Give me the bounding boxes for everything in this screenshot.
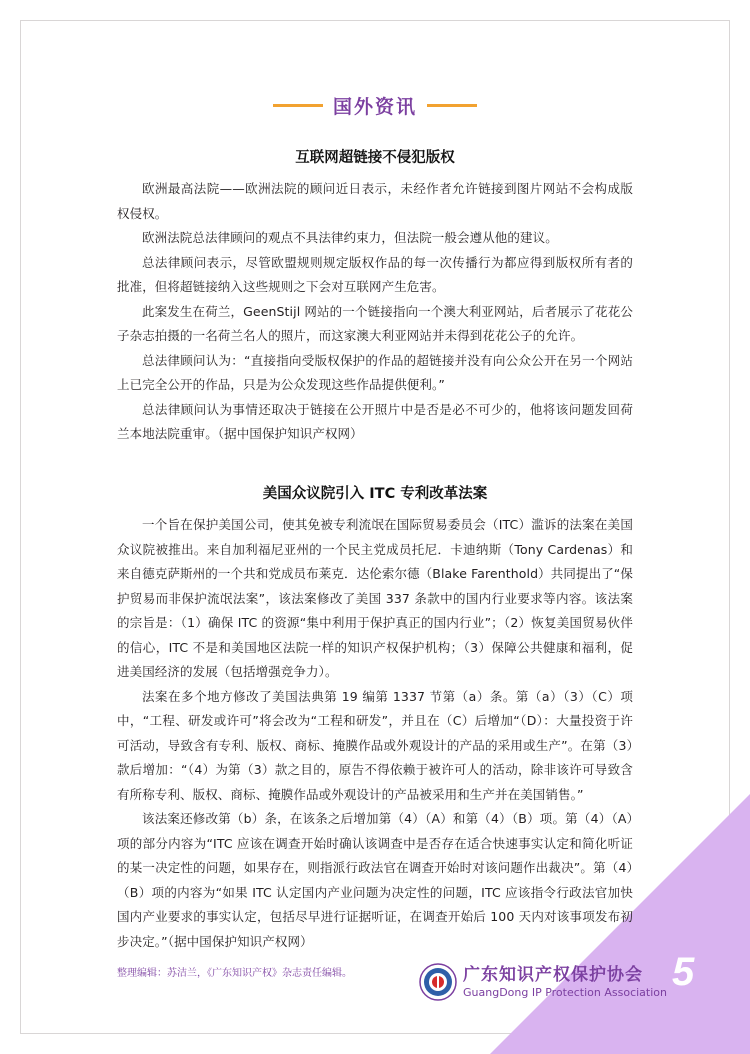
paragraph: 总法律顾问认为：“直接指向受版权保护的作品的超链接并没有向公众公开在另一个网站上已完全公开的作品，只是为公众发现这些作品提供便利。”	[117, 352, 633, 392]
paragraph: 总法律顾问认为事情还取决于链接在公开照片中是否是必不可少的，他将该问题发回荷兰本地法院重审。（据中国保护知识产权网）	[117, 401, 633, 441]
header-line-left	[273, 104, 323, 107]
header-line-right	[427, 104, 477, 107]
article-title: 美国众议院引入 ITC 专利改革法案	[262, 486, 488, 502]
page-number: 5	[672, 950, 695, 994]
association-logo-block	[419, 963, 667, 1001]
association-english-name: GuangDong IP Protection Association	[463, 985, 667, 999]
paragraph: 法案在多个地方修改了美国法典第 19 编第 1337 节第（a）条。第（a）（3）（C）项中，“工程、研发或许可”将会改为“工程和研发”，并且在（C）后增加“（D）：大量投资于许可活动，导致含有专利、版权、商标、掩膜作品或外观设计的产品的采用或生产”。在第（3）款后增加：“（4）为第（3）款之目的，原告不得依赖于被许可人的活动，除非该许可导致含有所称专利、版权、商标、掩膜作品或外观设计的产品被采用和生产并在美国销售。”	[117, 688, 633, 802]
editor-note: 整理编辑：苏洁兰，《广东知识产权》杂志责任编辑。	[117, 968, 352, 979]
article-itc-reform	[117, 482, 633, 954]
association-name: 广东知识产权保护协会	[463, 964, 643, 985]
paragraph: 此案发生在荷兰，GeenStijl 网站的一个链接指向一个澳大利亚网站，后者展示了花花公子杂志拍摄的一名荷兰名人的照片，而这家澳大利亚网站并未得到花花公子的允许。	[117, 303, 633, 343]
section-header	[0, 92, 750, 119]
paragraph: 一个旨在保护美国公司，使其免被专利流氓在国际贸易委员会（ITC）滥诉的法案在美国众议院被推出。来自加利福尼亚州的一个民主党成员托尼．卡迪纳斯（Tony Cardenas）和来自德克萨斯州的一个共和党成员布莱克．达伦索尔德（Blake Farenthold）共同提出了“保护贸易而非保护流氓法案”，该法案修改了美国 337 条款中的国内行业要求等内容。该法案的宗旨是：（1）确保 ITC 的资源“集中利用于保护真正的国内行业”；（2）恢复美国贸易伙伴的信心，ITC 不是和美国地区法院一样的知识产权保护机构；（3）保障公共健康和福利，促进美国经济的发展（包括增强竞争力）。	[117, 517, 633, 679]
paragraph: 欧洲最高法院——欧洲法院的顾问近日表示，未经作者允许链接到图片网站不会构成版权侵权。	[117, 181, 633, 221]
article-hyperlink-copyright	[117, 146, 633, 447]
association-emblem-icon	[419, 963, 457, 1001]
section-title: 国外资讯	[332, 96, 417, 118]
article-title: 互联网超链接不侵犯版权	[295, 150, 455, 166]
paragraph: 欧洲法院总法律顾问的观点不具法律约束力，但法院一般会遵从他的建议。	[142, 230, 558, 245]
paragraph: 该法案还修改第（b）条，在该条之后增加第（4）（A）和第（4）（B）项。第（4）（A）项的部分内容为“ITC 应该在调查开始时确认该调查中是否存在适合快速事实认定和简化听证的某一决定性的问题，如果存在，则指派行政法官在调查开始时对该问题作出裁决”。第（4）（B）项的内容为“如果 ITC 认定国内产业问题为决定性的问题，ITC 应该指令行政法官加快国内产业要求的事实认定，包括尽早进行证据听证，在调查开始后 100 天内对该事项发布初步决定。”（据中国保护知识产权网）	[117, 811, 633, 949]
paragraph: 总法律顾问表示，尽管欧盟规则规定版权作品的每一次传播行为都应得到版权所有者的批准，但将超链接纳入这些规则之下会对互联网产生危害。	[117, 254, 633, 294]
